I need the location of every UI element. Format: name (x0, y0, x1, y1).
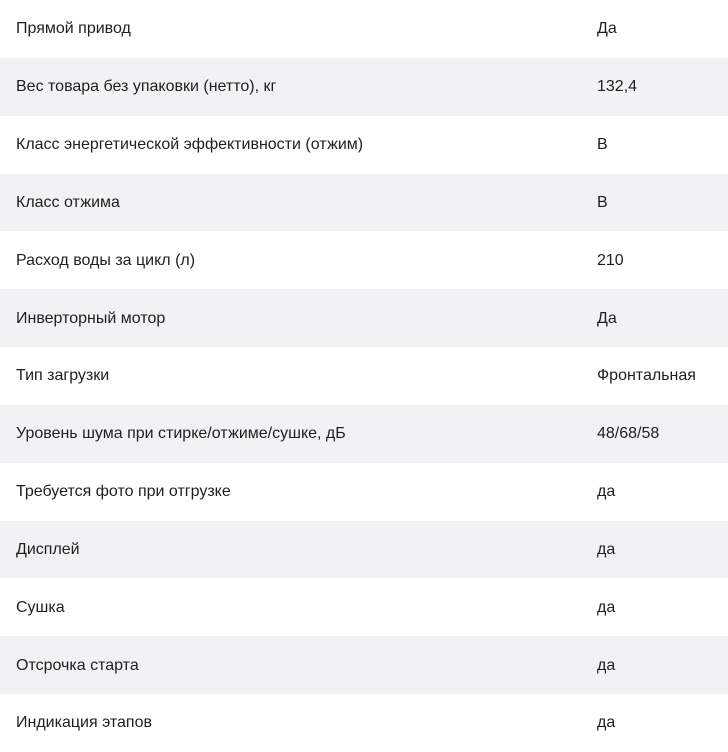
spec-row-energy-class (0, 116, 728, 174)
spec-label: Вес товара без упаковки (нетто), кг (16, 78, 277, 96)
spec-row-photo-required (0, 463, 728, 521)
spec-label: Уровень шума при стирке/отжиме/сушке, дБ (16, 425, 346, 443)
spec-row-delayed-start (0, 636, 728, 694)
spec-value: 210 (597, 251, 624, 269)
spec-value: Да (597, 20, 617, 38)
spec-value: Фронтальная (597, 367, 696, 385)
spec-value: 48/68/58 (597, 425, 660, 443)
spec-row-display (0, 521, 728, 579)
spec-label: Класс энергетической эффективности (отжим) (16, 136, 364, 154)
spec-row-noise-level (0, 405, 728, 463)
spec-value: да (597, 598, 616, 616)
spec-row-load-type (0, 347, 728, 405)
spec-row-spin-class (0, 174, 728, 232)
spec-row-water-consumption (0, 231, 728, 289)
spec-row-inverter-motor (0, 289, 728, 347)
spec-value: B (597, 136, 608, 154)
spec-label: Инверторный мотор (16, 309, 166, 327)
spec-value: да (597, 656, 616, 674)
spec-label: Отсрочка старта (16, 656, 139, 674)
spec-value: да (597, 483, 616, 501)
spec-value: Да (597, 309, 617, 327)
spec-row-net-weight (0, 58, 728, 116)
spec-label: Тип загрузки (16, 367, 110, 385)
spec-value: B (597, 193, 608, 211)
spec-label: Сушка (16, 598, 65, 616)
spec-row-drying (0, 578, 728, 636)
spec-label: Расход воды за цикл (л) (16, 251, 196, 269)
spec-row-direct-drive (0, 0, 728, 58)
spec-label: Класс отжима (16, 193, 120, 211)
spec-value: да (597, 714, 616, 732)
spec-value: 132,4 (597, 78, 638, 96)
spec-label: Прямой привод (16, 20, 131, 38)
spec-label: Дисплей (16, 540, 80, 558)
spec-label: Требуется фото при отгрузке (16, 483, 231, 501)
spec-value: да (597, 540, 616, 558)
spec-row-stage-indication (0, 694, 728, 752)
spec-label: Индикация этапов (16, 714, 152, 732)
